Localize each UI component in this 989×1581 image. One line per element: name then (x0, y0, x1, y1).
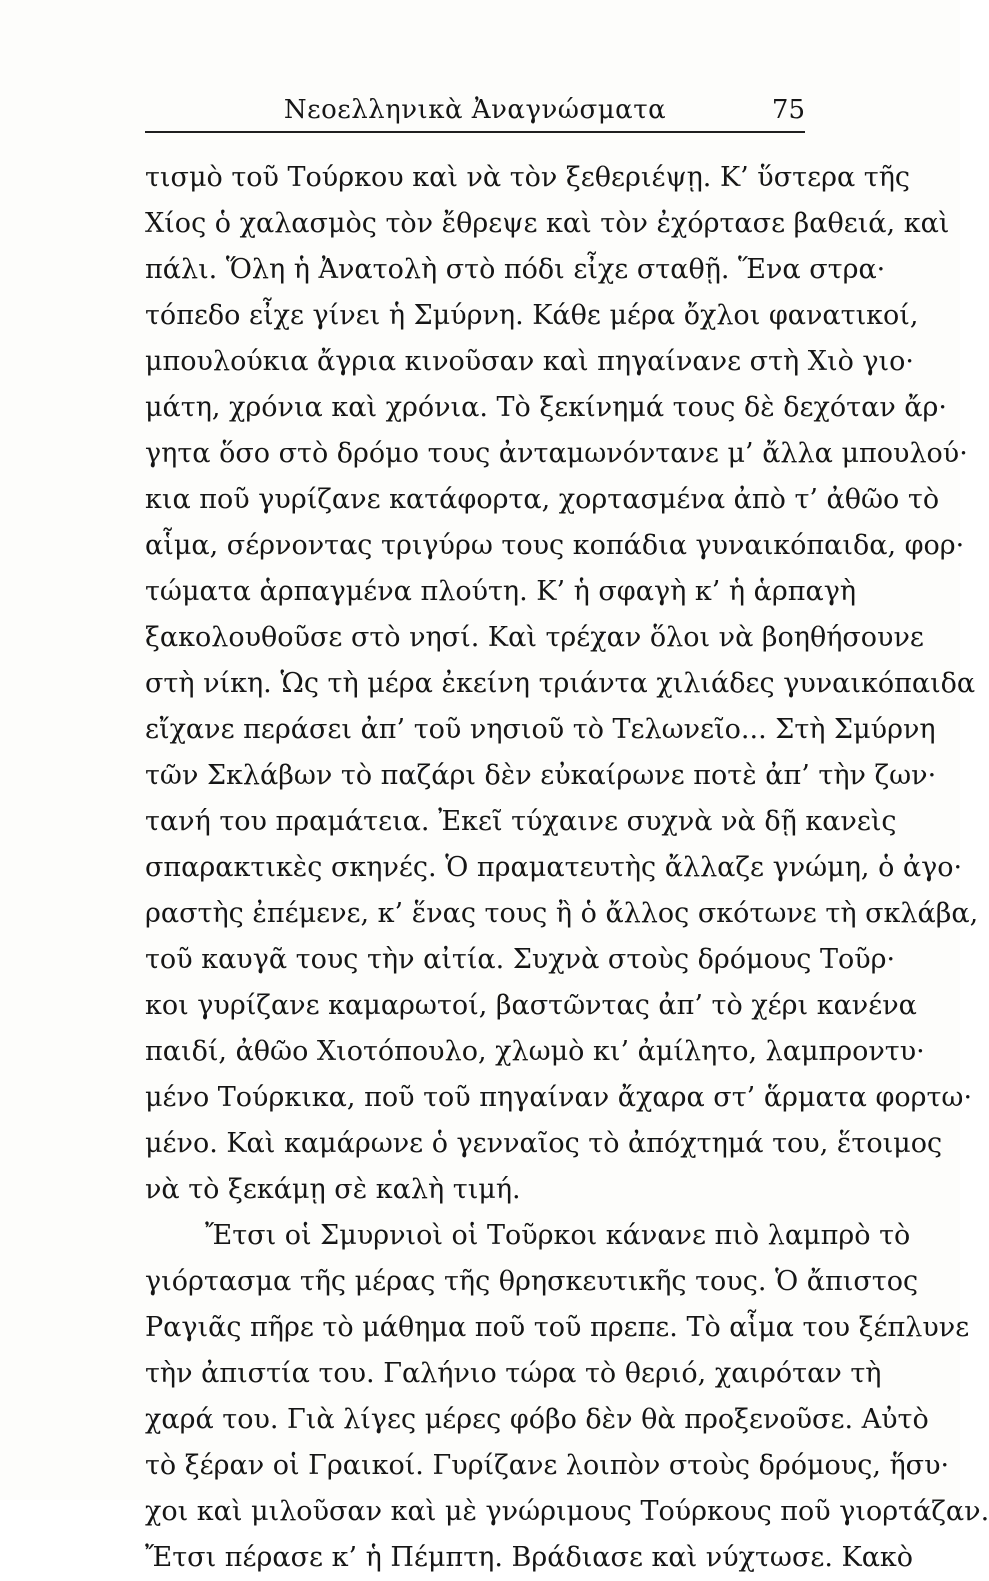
text-line: μπουλούκια ἄγρια κινοῦσαν καὶ πηγαίνανε στὴ Χιὸ γιο· (145, 346, 914, 377)
text-line: Ἔτσι πέρασε κ’ ἡ Πέμπτη. Βράδιασε καὶ νύχτωσε. Κακὸ (145, 1542, 914, 1573)
text-line: μάτη, χρόνια καὶ χρόνια. Τὸ ξεκίνημά τους δὲ δεχόταν ἄρ· (145, 392, 947, 423)
text-line: μένο. Καὶ καμάρωνε ὁ γενναῖος τὸ ἀπόχτημά του, ἕτοιμος (145, 1128, 943, 1159)
text-line: τὸ ξέραν οἱ Γραικοί. Γυρίζανε λοιπὸν στοὺς δρόμους, ἥσυ· (145, 1450, 950, 1481)
running-header (145, 90, 805, 130)
text-line: ραστὴς ἐπέμενε, κ’ ἕνας τους ἢ ὁ ἄλλος σκότωνε τὴ σκλάβα, (145, 898, 979, 929)
text-line: τὴν ἀπιστία του. Γαλήνιο τώρα τὸ θεριό, χαιρόταν τὴ (145, 1358, 882, 1389)
text-line: ξακολουθοῦσε στὸ νησί. Καὶ τρέχαν ὅλοι νὰ βοηθήσουνε (145, 622, 924, 653)
text-line: γιόρτασμα τῆς μέρας τῆς θρησκευτικῆς τους. Ὁ ἄπιστος (145, 1266, 919, 1297)
text-line: χοι καὶ μιλοῦσαν καὶ μὲ γνώριμους Τούρκους ποῦ γιορτάζαν. (145, 1496, 989, 1527)
text-line: παιδί, ἀθῶο Χιοτόπουλο, χλωμὸ κι’ ἀμίλητο, λαμπροντυ· (145, 1036, 925, 1067)
text-line: κια ποῦ γυρίζανε κατάφορτα, χορτασμένα ἀπὸ τ’ ἀθῶο τὸ (145, 484, 940, 515)
text-line: Ραγιᾶς πῆρε τὸ μάθημα ποῦ τοῦ πρεπε. Τὸ αἷμα του ξέπλυνε (145, 1312, 970, 1343)
header-rule (145, 131, 805, 133)
running-title: Νεοελληνικὰ Ἀναγνώσματα (283, 95, 667, 125)
text-line: τόπεδο εἶχε γίνει ἡ Σμύρνη. Κάθε μέρα ὄχλοι φανατικοί, (145, 300, 919, 331)
text-line: γητα ὅσο στὸ δρόμο τους ἀνταμωνόντανε μ’ ἄλλα μπουλού· (145, 438, 968, 469)
text-line: τώματα ἁρπαγμένα πλούτη. Κ’ ἡ σφαγὴ κ’ ἡ ἁρπαγὴ (145, 576, 857, 607)
text-line: σπαρακτικὲς σκηνές. Ὁ πραματευτὴς ἄλλαζε γνώμη, ὁ ἀγο· (145, 852, 963, 883)
text-line: χαρά του. Γιὰ λίγες μέρες φόβο δὲν θὰ προξενοῦσε. Αὐτὸ (145, 1404, 929, 1435)
paragraph-end-line: νὰ τὸ ξεκάμῃ σὲ καλὴ τιμή. (145, 1174, 521, 1205)
text-line: στὴ νίκη. Ὡς τὴ μέρα ἐκείνη τριάντα χιλιάδες γυναικόπαιδα (145, 668, 976, 699)
text-line: Χίος ὁ χαλασμὸς τὸν ἔθρεψε καὶ τὸν ἐχόρτασε βαθειά, καὶ (145, 208, 950, 239)
text-line: πάλι. Ὅλη ἡ Ἀνατολὴ στὸ πόδι εἶχε σταθῇ. Ἕνα στρα· (145, 254, 886, 285)
text-line: τανή του πραμάτεια. Ἐκεῖ τύχαινε συχνὰ νὰ δῇ κανεὶς (145, 806, 897, 837)
text-line: κοι γυρίζανε καμαρωτοί, βαστῶντας ἀπ’ τὸ χέρι κανένα (145, 990, 917, 1021)
paragraph-start-line: Ἔτσι οἱ Σμυρνιοὶ οἱ Τοῦρκοι κάνανε πιὸ λαμπρὸ τὸ (205, 1220, 911, 1251)
text-line: τισμὸ τοῦ Τούρκου καὶ νὰ τὸν ξεθεριέψῃ. Κ’ ὕστερα τῆς (145, 162, 910, 193)
text-line: αἷμα, σέρνοντας τριγύρω τους κοπάδια γυναικόπαιδα, φορ· (145, 530, 965, 561)
body-text (145, 155, 989, 1581)
page-number: 75 (771, 95, 805, 125)
text-line: μένο Τούρκικα, ποῦ τοῦ πηγαίναν ἄχαρα στ’ ἅρματα φορτω· (145, 1082, 973, 1113)
text-line: τοῦ καυγᾶ τους τὴν αἰτία. Συχνὰ στοὺς δρόμους Τοῦρ· (145, 944, 896, 975)
text-line: εἴχανε περάσει ἀπ’ τοῦ νησιοῦ τὸ Τελωνεῖο... Στὴ Σμύρνη (145, 714, 936, 745)
text-line: τῶν Σκλάβων τὸ παζάρι δὲν εὐκαίρωνε ποτὲ ἀπ’ τὴν ζων· (145, 760, 937, 791)
